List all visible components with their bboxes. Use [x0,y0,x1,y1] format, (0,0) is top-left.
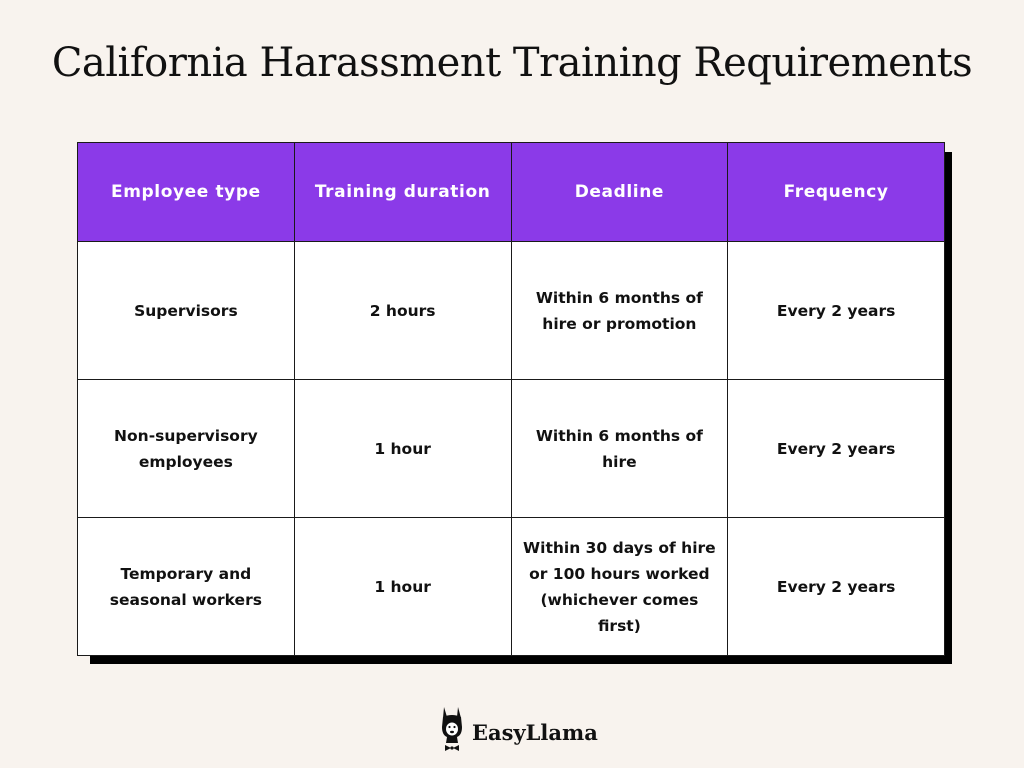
cell-training-duration: 2 hours [294,242,511,380]
cell-deadline: Within 6 months of hire [511,380,728,518]
column-header-employee-type: Employee type [78,143,295,242]
cell-training-duration: 1 hour [294,518,511,656]
llama-icon [436,705,468,755]
requirements-table [77,142,945,656]
table-row [78,518,945,656]
brand-logo [436,705,598,755]
table-header-row [78,143,945,242]
cell-frequency: Every 2 years [728,242,945,380]
cell-frequency: Every 2 years [728,380,945,518]
page-title: California Harassment Training Requirements [51,40,973,86]
cell-training-duration: 1 hour [294,380,511,518]
cell-deadline: Within 6 months of hire or promotion [511,242,728,380]
cell-deadline: Within 30 days of hire or 100 hours worked (whichever comes first) [511,518,728,656]
column-header-frequency: Frequency [728,143,945,242]
cell-employee-type: Supervisors [78,242,295,380]
table-row [78,242,945,380]
cell-frequency: Every 2 years [728,518,945,656]
cell-employee-type: Non-supervisory employees [78,380,295,518]
column-header-training-duration: Training duration [294,143,511,242]
column-header-deadline: Deadline [511,143,728,242]
cell-employee-type: Temporary and seasonal workers [78,518,295,656]
brand-name: EasyLlama [472,719,598,745]
table-row [78,380,945,518]
